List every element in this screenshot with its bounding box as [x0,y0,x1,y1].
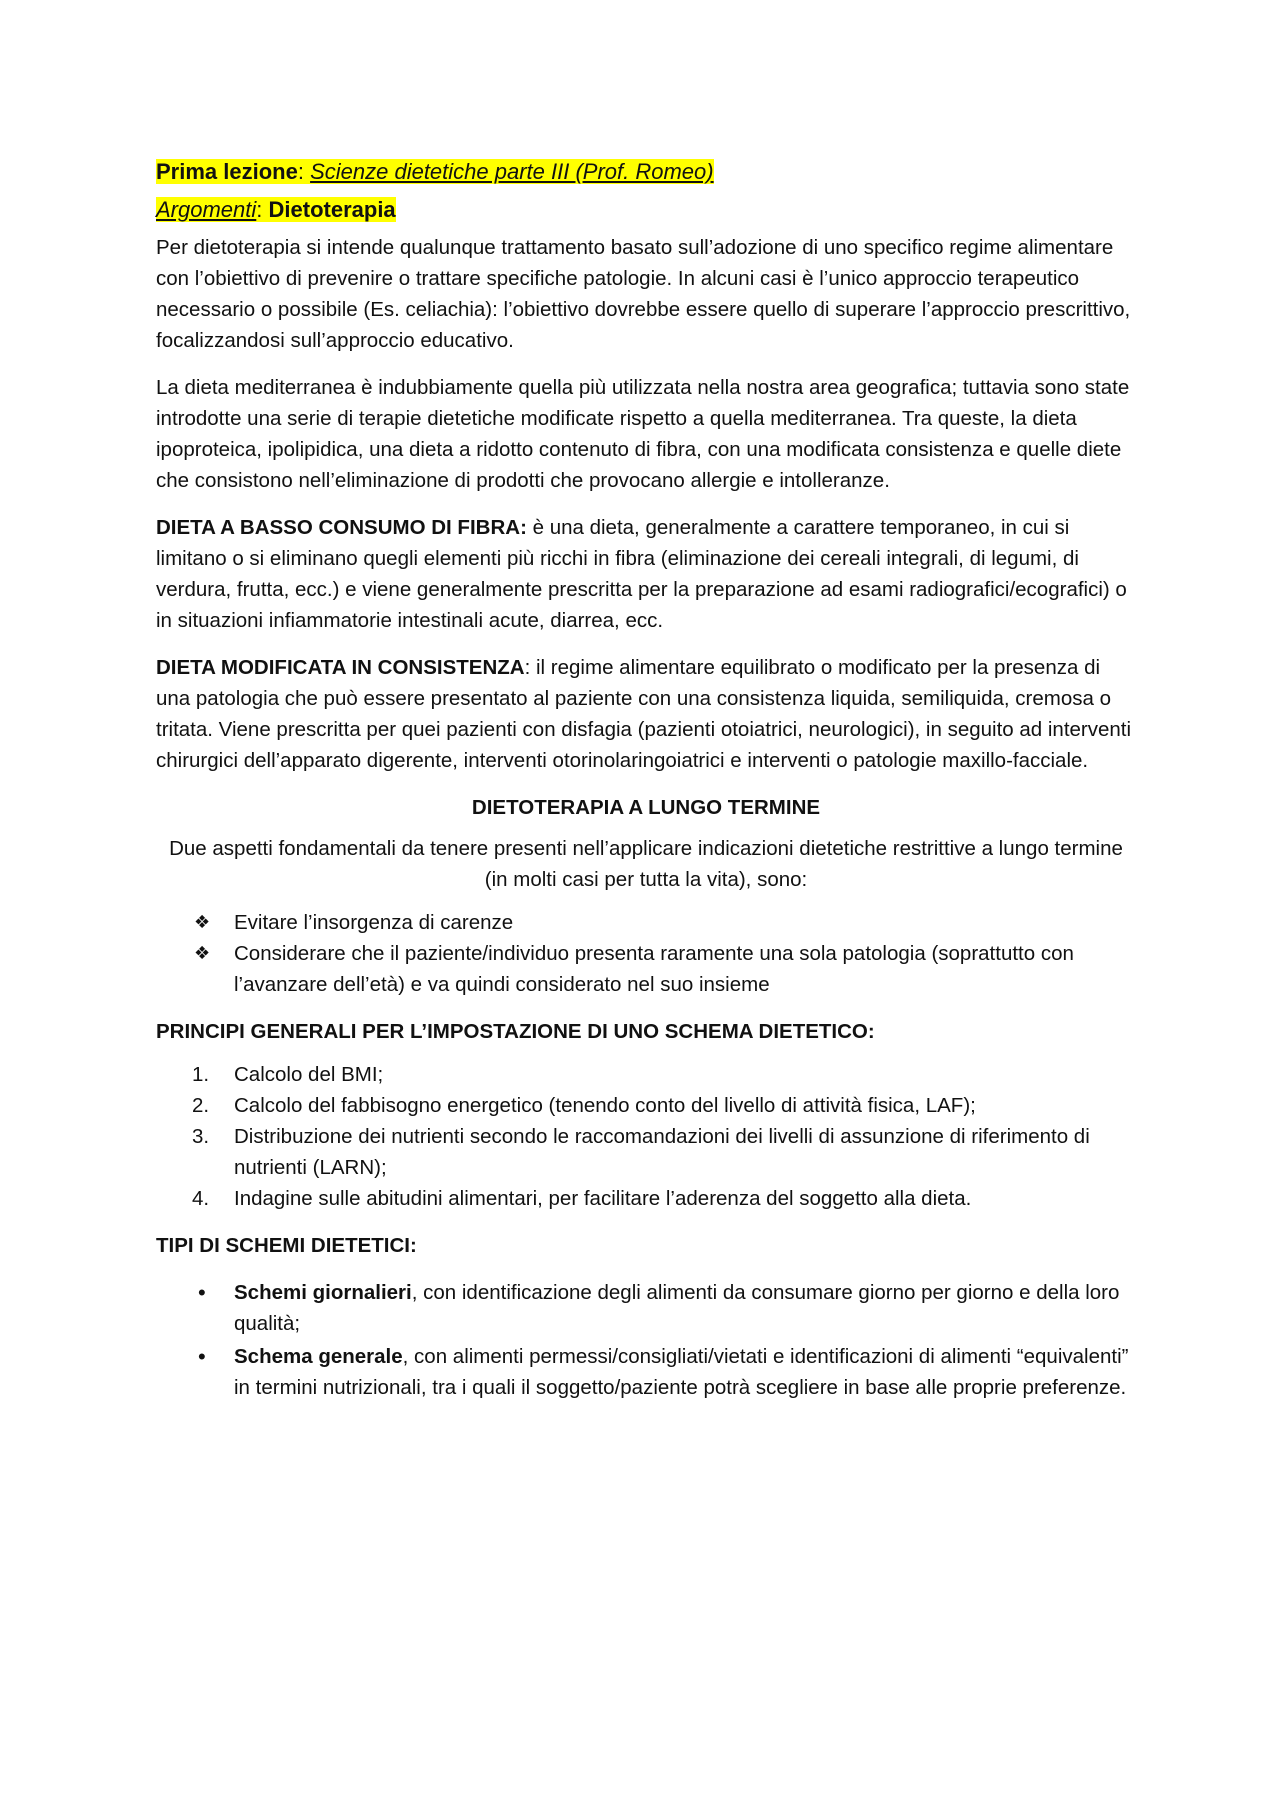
list-item-text: Distribuzione dei nutrienti secondo le raccomandazioni dei livelli di assunzione di riferimento di nutrienti (LARN); [234,1125,1090,1179]
scheme-description: , con alimenti permessi/consigliati/vietati e identificazioni di alimenti “equivalenti” in termini nutrizionali, tra i quali il soggetto/paziente potrà scegliere in base alle proprie preferenze. [234,1345,1129,1399]
scheme-description: , con identificazione degli alimenti da consumare giorno per giorno e della loro qualità; [234,1281,1120,1335]
list-number: 2. [192,1094,210,1117]
paragraph-modified-consistency [156,652,1136,776]
list-item [156,1277,1136,1339]
schemes-list [156,1277,1136,1403]
list-number: 1. [192,1063,210,1086]
scheme-name: Schema generale [234,1345,403,1368]
list-item-text: Considerare che il paziente/individuo presenta raramente una sola patologia (soprattutto con l’avanzare dell’età) e va quindi considerato nel suo insieme [234,942,1074,996]
schemes-heading: TIPI DI SCHEMI DIETETICI: [156,1234,417,1257]
long-term-list [156,907,1136,1000]
topics-line [156,194,1136,226]
principles-heading: PRINCIPI GENERALI PER L’IMPOSTAZIONE DI UNO SCHEMA DIETETICO: [156,1020,875,1043]
low-fiber-text: è una dieta, generalmente a carattere temporaneo, in cui si limitano o si eliminano quegli elementi più ricchi in fibra (eliminazione dei cereali integrali, di legumi, di verdura, frutta, ecc.) e viene generalmente prescritta per la preparazione ad esami radiografici/ecografici) o in situazioni infiammatorie intestinali acute, diarrea, ecc. [156,516,1127,632]
topics-value: Dietoterapia [268,197,396,222]
principles-list [156,1059,1136,1214]
long-term-intro: Due aspetti fondamentali da tenere presenti nell’applicare indicazioni dietetiche restrittive a lungo termine (in molti casi per tutta la vita), sono: [169,837,1123,891]
modified-consistency-text: : il regime alimentare equilibrato o modificato per la presenza di una patologia che può essere presentato al paziente con una consistenza liquida, semiliquida, cremosa o tritata. Viene prescritta per quei pazienti con disfagia (pazienti otoiatrici, neurologici), in seguito ad interventi chirurgici dell’apparato digerente, interventi otorinolaringoiatrici e interventi o patologie maxillo-facciale. [156,656,1132,772]
topics-label: Argomenti [156,197,257,222]
list-number: 3. [192,1125,210,1148]
paragraph-definition: Per dietoterapia si intende qualunque trattamento basato sull’adozione di uno specifico regime alimentare con l’obiettivo di prevenire o trattare specifiche patologie. In alcuni casi è l’unico approccio terapeutico necessario o possibile (Es. celiachia): l’obiettivo dovrebbe essere quello di superare l’approccio prescrittivo, focalizzandosi sull’approccio educativo. [156,236,1131,352]
topics-separator: : [256,197,269,222]
list-item [156,1090,1136,1121]
lesson-subject: Scienze dietetiche parte III (Prof. Romeo) [310,159,714,184]
diamond-bullet-icon: ❖ [194,943,211,963]
list-item-text: Calcolo del fabbisogno energetico (tenendo conto del livello di attività fisica, LAF); [234,1094,976,1117]
long-term-heading: DIETOTERAPIA A LUNGO TERMINE [471,796,821,819]
list-item-text: Calcolo del BMI; [234,1063,384,1086]
list-item [156,938,1136,1000]
list-item [156,907,1136,938]
lesson-separator: : [297,159,311,184]
paragraph-mediterranean: La dieta mediterranea è indubbiamente quella più utilizzata nella nostra area geografica; tuttavia sono state introdotte una serie di terapie dietetiche modificate rispetto a quella mediterranea. Tra queste, la dieta ipoproteica, ipolipidica, una dieta a ridotto contenuto di fibra, con una modificata consistenza e quelle diete che consistono nell’eliminazione di prodotti che provocano allergie e intolleranze. [156,376,1130,492]
list-number: 4. [192,1187,210,1210]
lesson-title [156,156,1136,188]
low-fiber-label: DIETA A BASSO CONSUMO DI FIBRA: [156,516,527,539]
bullet-dot-icon: • [198,1344,206,1369]
lesson-label: Prima lezione [156,159,298,184]
list-item [156,1341,1136,1403]
diamond-bullet-icon: ❖ [194,912,211,932]
bullet-dot-icon: • [198,1280,206,1305]
paragraph-low-fiber [156,512,1136,636]
list-item [156,1059,1136,1090]
document-page [156,150,1136,1419]
list-item [156,1183,1136,1214]
list-item-text: Indagine sulle abitudini alimentari, per facilitare l’aderenza del soggetto alla dieta. [234,1187,972,1210]
modified-consistency-label: DIETA MODIFICATA IN CONSISTENZA [156,656,525,679]
list-item-text: Evitare l’insorgenza di carenze [234,911,514,934]
list-item [156,1121,1136,1183]
scheme-name: Schemi giornalieri [234,1281,412,1304]
